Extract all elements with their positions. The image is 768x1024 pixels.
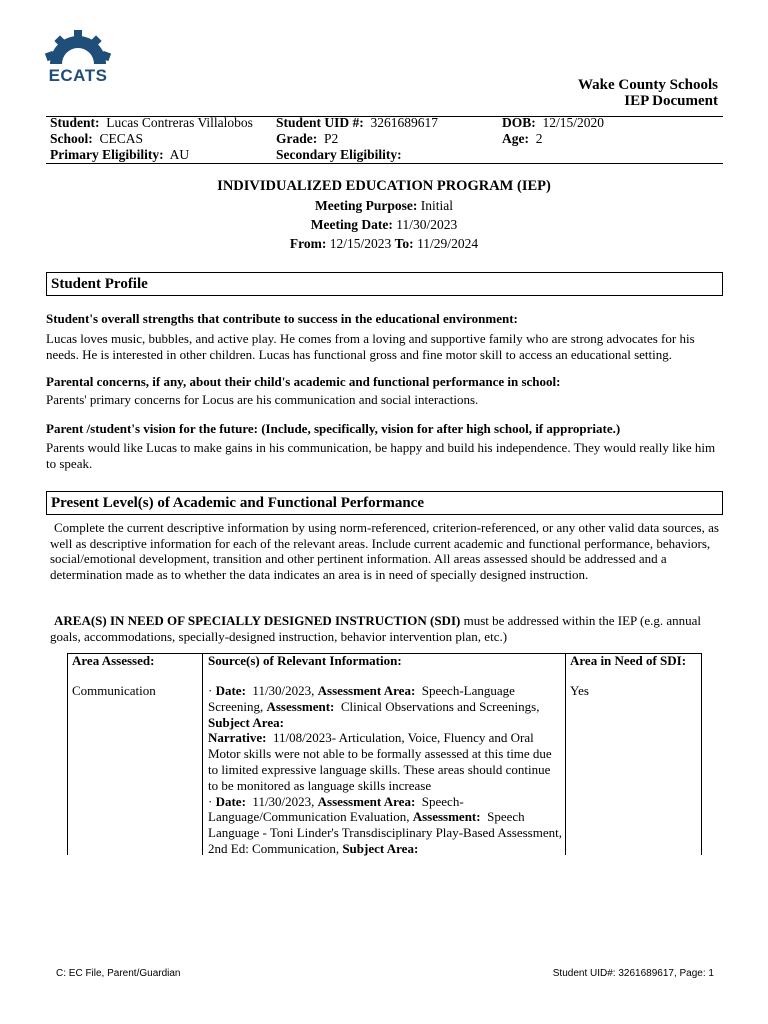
district-name: Wake County Schools	[577, 77, 718, 93]
age-field: Age: 2	[502, 131, 543, 146]
document-header	[578, 77, 718, 109]
row-need: Yes	[570, 683, 589, 698]
student-name: Lucas Contreras Villalobos	[106, 115, 253, 130]
sdi-statement-bold: AREA(S) IN NEED OF SPECIALLY DESIGNED INSTRUCTION (SDI)	[54, 613, 461, 628]
sdi-table	[67, 653, 702, 855]
dob-field: DOB: 12/15/2020	[502, 115, 605, 130]
secondary-eligibility-field: Secondary Eligibility:	[276, 147, 402, 162]
col-header-sources: Source(s) of Relevant Information:	[208, 653, 402, 668]
col-header-area: Area Assessed:	[72, 653, 155, 668]
ecats-logo	[44, 28, 112, 88]
primary-eligibility-field: Primary Eligibility: AU	[50, 147, 190, 162]
strengths-question: Student's overall strengths that contribute to success in the educational environment:	[46, 311, 518, 326]
footer-page-info: Student UID#: 3261689617, Page: 1	[552, 968, 714, 979]
program-title: INDIVIDUALIZED EDUCATION PROGRAM (IEP)	[217, 178, 551, 194]
footer-copies: C: EC File, Parent/Guardian	[56, 968, 181, 979]
dob: 12/15/2020	[542, 115, 605, 130]
document-type: IEP Document	[624, 93, 718, 109]
present-levels-instructions: Complete the current descriptive information by using norm-referenced, criterion-referenced, or any other valid data sources, as well as descriptive information for each of the relevant areas. Include current academic and functional performance, behaviors, social/emotional development, transition and other pertinent information. All areas assessed should be addressed and a determination made as to whether the data indicates an area is in need of specially designed instruction.	[50, 520, 719, 582]
meeting-purpose: Meeting Purpose: Initial	[315, 198, 453, 213]
vision-answer: Parents would like Lucas to make gains in his communication, be happy and build his independence. They would really like him to speak.	[46, 440, 716, 471]
present-levels-heading: Present Level(s) of Academic and Functional Performance	[46, 491, 723, 515]
narrative: Narrative: 11/08/2023- Articulation, Voice, Fluency and Oral Motor skills were not able to be formally assessed at this time due to limited expressive language skills. These areas should continue to be monitored as language skills increase	[208, 730, 552, 793]
row-area: Communication	[72, 683, 156, 698]
grade: P2	[324, 131, 339, 146]
sdi-statement-rest: must be addressed within the IEP (e.g. annual goals, accommodations, specially-designed instruction, behavior intervention plan, etc.)	[50, 613, 702, 644]
col-header-need: Area in Need of SDI:	[570, 653, 687, 668]
iep-date-range: From: 12/15/2023 To: 11/29/2024	[289, 236, 479, 251]
school: CECAS	[99, 131, 144, 146]
row-sources	[208, 683, 562, 857]
grade-field: Grade: P2	[276, 131, 339, 146]
primary-eligibility: AU	[169, 147, 190, 162]
info-divider	[46, 163, 723, 164]
gear-icon	[44, 28, 112, 68]
age: 2	[535, 131, 543, 146]
logo-text: ECATS	[48, 66, 108, 85]
student-profile-heading: Student Profile	[46, 272, 723, 296]
student-name-field: Student: Lucas Contreras Villalobos	[50, 115, 253, 130]
concerns-question: Parental concerns, if any, about their child's academic and functional performance in school:	[46, 374, 561, 389]
student-uid: 3261689617	[370, 115, 439, 130]
source-1: · Date: 11/30/2023, Assessment Area: Speech-Language Screening, Assessment: Clinical Observations and Screenings, Subject Area:	[208, 683, 540, 730]
school-field: School: CECAS	[50, 131, 144, 146]
meeting-date: Meeting Date: 11/30/2023	[310, 217, 458, 232]
strengths-answer: Lucas loves music, bubbles, and active play. He comes from a loving and supportive family who are strong advocates for his needs. He is interested in other children. Lucas has functional gross and fine motor skill to access an educational setting.	[46, 331, 695, 362]
vision-question: Parent /student's vision for the future: (Include, specifically, vision for after high school, if appropriate.)	[46, 421, 621, 436]
student-uid-field: Student UID #: 3261689617	[276, 115, 439, 130]
sdi-statement	[50, 613, 722, 644]
concerns-answer: Parents' primary concerns for Locus are his communication and social interactions.	[46, 392, 479, 407]
source-2: · Date: 11/30/2023, Assessment Area: Speech-Language/Communication Evaluation, Assessment: Speech Language - Toni Linder's Transdisciplinary Play-Based Assessment, 2nd Ed: Communication, Subject Area:	[208, 793, 562, 856]
